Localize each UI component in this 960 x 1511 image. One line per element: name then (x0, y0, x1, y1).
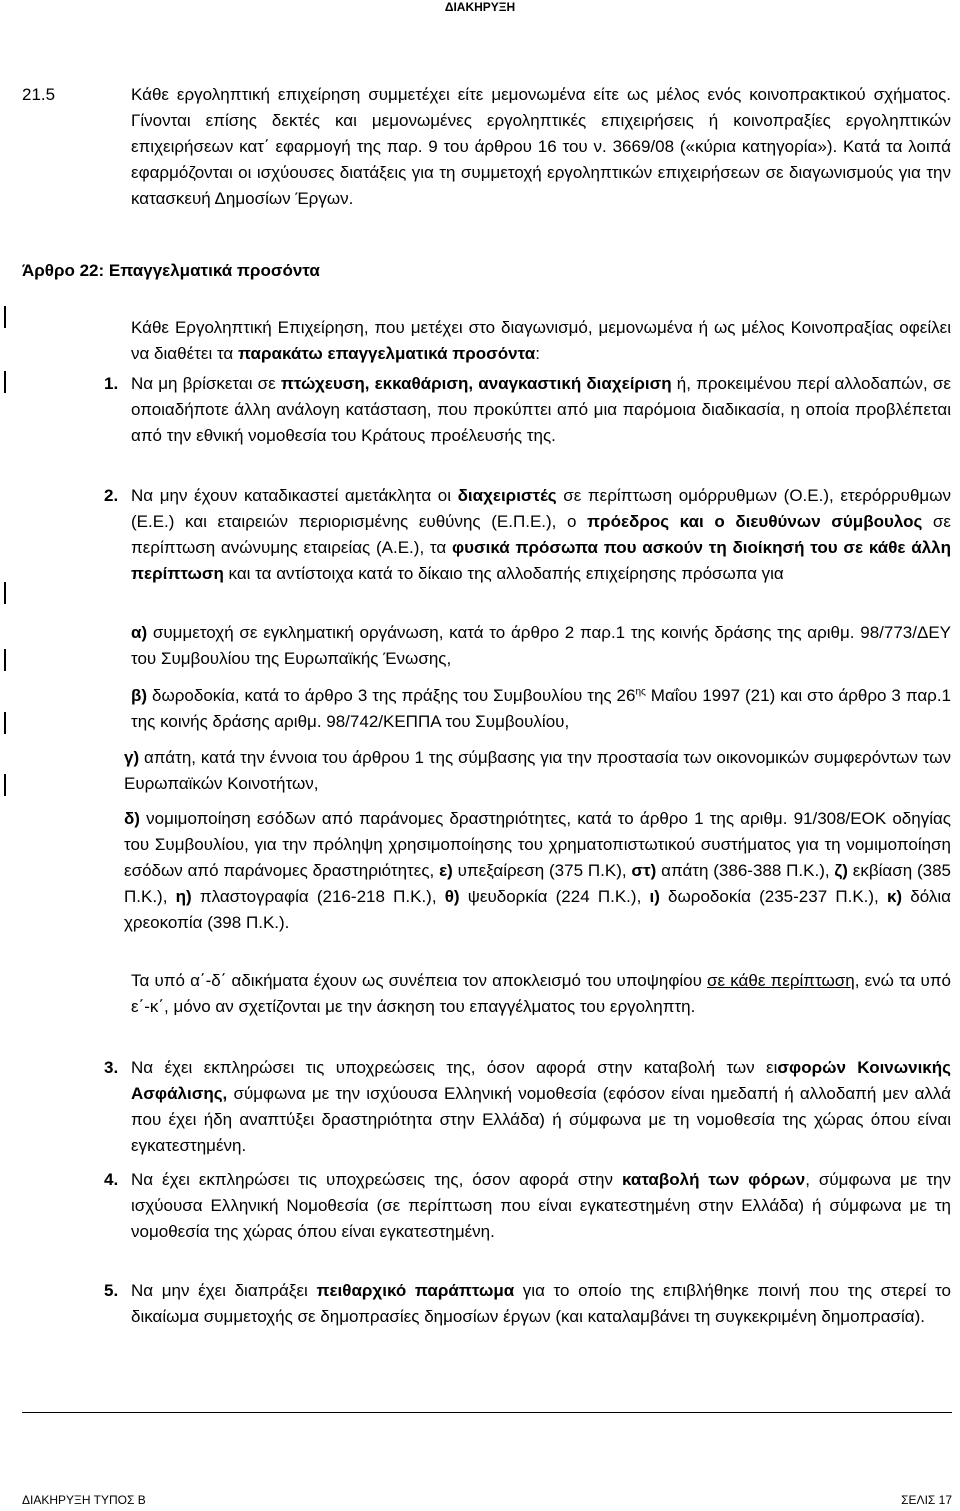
footer-left: ΔΙΑΚΗΡΥΞΗ ΤΥΠΟΣ Β (22, 1493, 146, 1507)
item-number: 3. (104, 1058, 119, 1077)
item-2-b: β) δωροδοκία, κατά το άρθρο 3 της πράξης του Συμβουλίου της $26^{\eta\varsigma}$ Μαΐου 1997 (21) και στο άρθρο 3 παρ.1 της κοινής δράσης αριθμ. 98/742/ΚΕΠΠΑ του Συμβουλίου, (131, 686, 951, 731)
item-5-text: Να μην έχει διαπράξει πειθαρχικό παράπτωμα για το οποίο της επιβλήθηκε ποινή που της στερεί το δικαίωμα συμμετοχής σε δημοπρασίες δημοσίων έργων (και καταλαμβάνει τη συγκεκριμένη δημοπρασία). (131, 1281, 951, 1326)
item-2-a: α) συμμετοχή σε εγκληματική οργάνωση, κατά το άρθρο 2 παρ.1 της κοινής δράσης της αριθμ. 98/773/ΔΕΥ του Συμβουλίου της Ευρωπαϊκής Ένωσης, (131, 623, 951, 668)
revision-bar (4, 582, 6, 604)
item-2-d: δ) νομιμοποίηση εσόδων από παράνομες δραστηριότητες, κατά το άρθρο 1 της αριθμ. 91/308/ΕΟΚ οδηγίας του Συμβουλίου, για την πρόληψη χρησιμοποίησης του χρηματοπιστωτικού συστήματος για τη νομιμοποίηση εσόδων από παράνομες δραστηριότητες, ε) υπεξαίρεση (375 Π.Κ), στ) απάτη (386-388 Π.Κ.), ζ) εκβίαση (385 Π.Κ.), η) πλαστογραφία (216-218 Π.Κ.), θ) ψευδορκία (224 Π.Κ.), ι) δωροδοκία (235-237 Π.Κ.), κ) δόλια χρεοκοπία (398 Π.Κ.). (124, 809, 952, 932)
section-number: 21.5 (22, 85, 56, 104)
article-heading: Άρθρο 22: Επαγγελματικά προσόντα (22, 261, 320, 280)
revision-bar (4, 774, 6, 796)
section-21-5-text: Κάθε εργοληπτική επιχείρηση συμμετέχει είτε μεμονωμένα είτε ως μέλος ενός κοινοπρακτικού σχήματος. Γίνονται επίσης δεκτές και μεμονωμένες εργοληπτικές επιχειρήσεις ή κοινοπραξίες εργοληπτικών επιχειρήσεων κατ΄ εφαρμογή της παρ. 9 του άρθρου 16 του ν. 3669/08 («κύρια κατηγορία»). Κατά τα λοιπά εφαρμόζονται οι ισχύουσες διατάξεις για τη συμμετοχή εργοληπτικών επιχειρήσεων σε διαγωνισμούς για την κατασκευή Δημοσίων Έργων. (131, 85, 951, 208)
item-2-note: Τα υπό α΄-δ΄ αδικήματα έχουν ως συνέπεια τον αποκλεισμό του υποψηφίου σε κάθε περίπτωση, ενώ τα υπό ε΄-κ΄, μόνο αν σχετίζονται με την άσκηση του επαγγέλματος του εργοληπτη. (131, 971, 951, 1016)
revision-bar (4, 649, 6, 671)
item-2-c: γ) απάτη, κατά την έννοια του άρθρου 1 της σύμβασης για την προστασία των οικονομικών συμφερόντων των Ευρωπαϊκών Κοινοτήτων, (124, 748, 951, 793)
item-number: 2. (104, 486, 119, 505)
item-number: 5. (104, 1281, 119, 1300)
revision-bar (4, 712, 6, 734)
item-1-text: Να μη βρίσκεται σε πτώχευση, εκκαθάριση, αναγκαστική διαχείριση ή, προκειμένου περί αλλοδαπών, σε οποιαδήποτε άλλη ανάλογη κατάσταση, που προκύπτει από μια παρόμοια διαδικασία, η οποία προβλέπεται από την εθνική νομοθεσία του Κράτους προέλευσής της. (131, 374, 951, 445)
item-3-text: Να έχει εκπληρώσει τις υποχρεώσεις της, όσον αφορά στην καταβολή των εισφορών Κοινωνικής Ασφάλισης, σύμφωνα με την ισχύουσα Ελληνική νομοθεσία (εφόσον είναι ημεδαπή ή αλλοδαπή μεν αλλά που έχει ήδη αναπτύξει δραστηριότητα στην Ελλάδα) ή σύμφωνα με τη νομοθεσία της χώρας όπου είναι εγκατεστημένη. (131, 1058, 951, 1155)
item-number: 1. (104, 374, 119, 393)
item-number: 4. (104, 1170, 119, 1189)
footer-page-number: ΣΕΛΙΣ 17 (901, 1493, 952, 1507)
revision-bar (4, 306, 6, 328)
article-intro: Κάθε Εργοληπτική Επιχείρηση, που μετέχει στο διαγωνισμό, μεμονωμένα ή ως μέλος Κοινοπραξίας οφείλει να διαθέτει τα παρακάτω επαγγελματικά προσόντα: (131, 318, 951, 363)
item-2-text: Να μην έχουν καταδικαστεί αμετάκλητα οι διαχειριστές σε περίπτωση ομόρρυθμων (Ο.Ε.), ετερόρρυθμων (Ε.Ε.) και εταιρειών περιορισμένης ευθύνης (Ε.Π.Ε.), ο πρόεδρος και ο διευθύνων σύμβουλος σε περίπτωση ανώνυμης εταιρείας (Α.Ε.), τα φυσικά πρόσωπα που ασκούν τη διοίκησή του σε κάθε άλλη περίπτωση και τα αντίστοιχα κατά το δίκαιο της αλλοδαπής επιχείρησης πρόσωπα για (131, 486, 951, 583)
footer-divider (22, 1412, 952, 1413)
page-header: ΔΙΑΚΗΡΥΞΗ (444, 0, 516, 14)
item-4-text: Να έχει εκπληρώσει τις υποχρεώσεις της, όσον αφορά στην καταβολή των φόρων, σύμφωνα με την ισχύουσα Ελληνική Νομοθεσία (σε περίπτωση που είναι εγκατεστημένη στην Ελλάδα) ή σύμφωνα με τη νομοθεσία της χώρας όπου είναι εγκατεστημένη. (131, 1170, 952, 1241)
revision-bar (4, 371, 6, 393)
